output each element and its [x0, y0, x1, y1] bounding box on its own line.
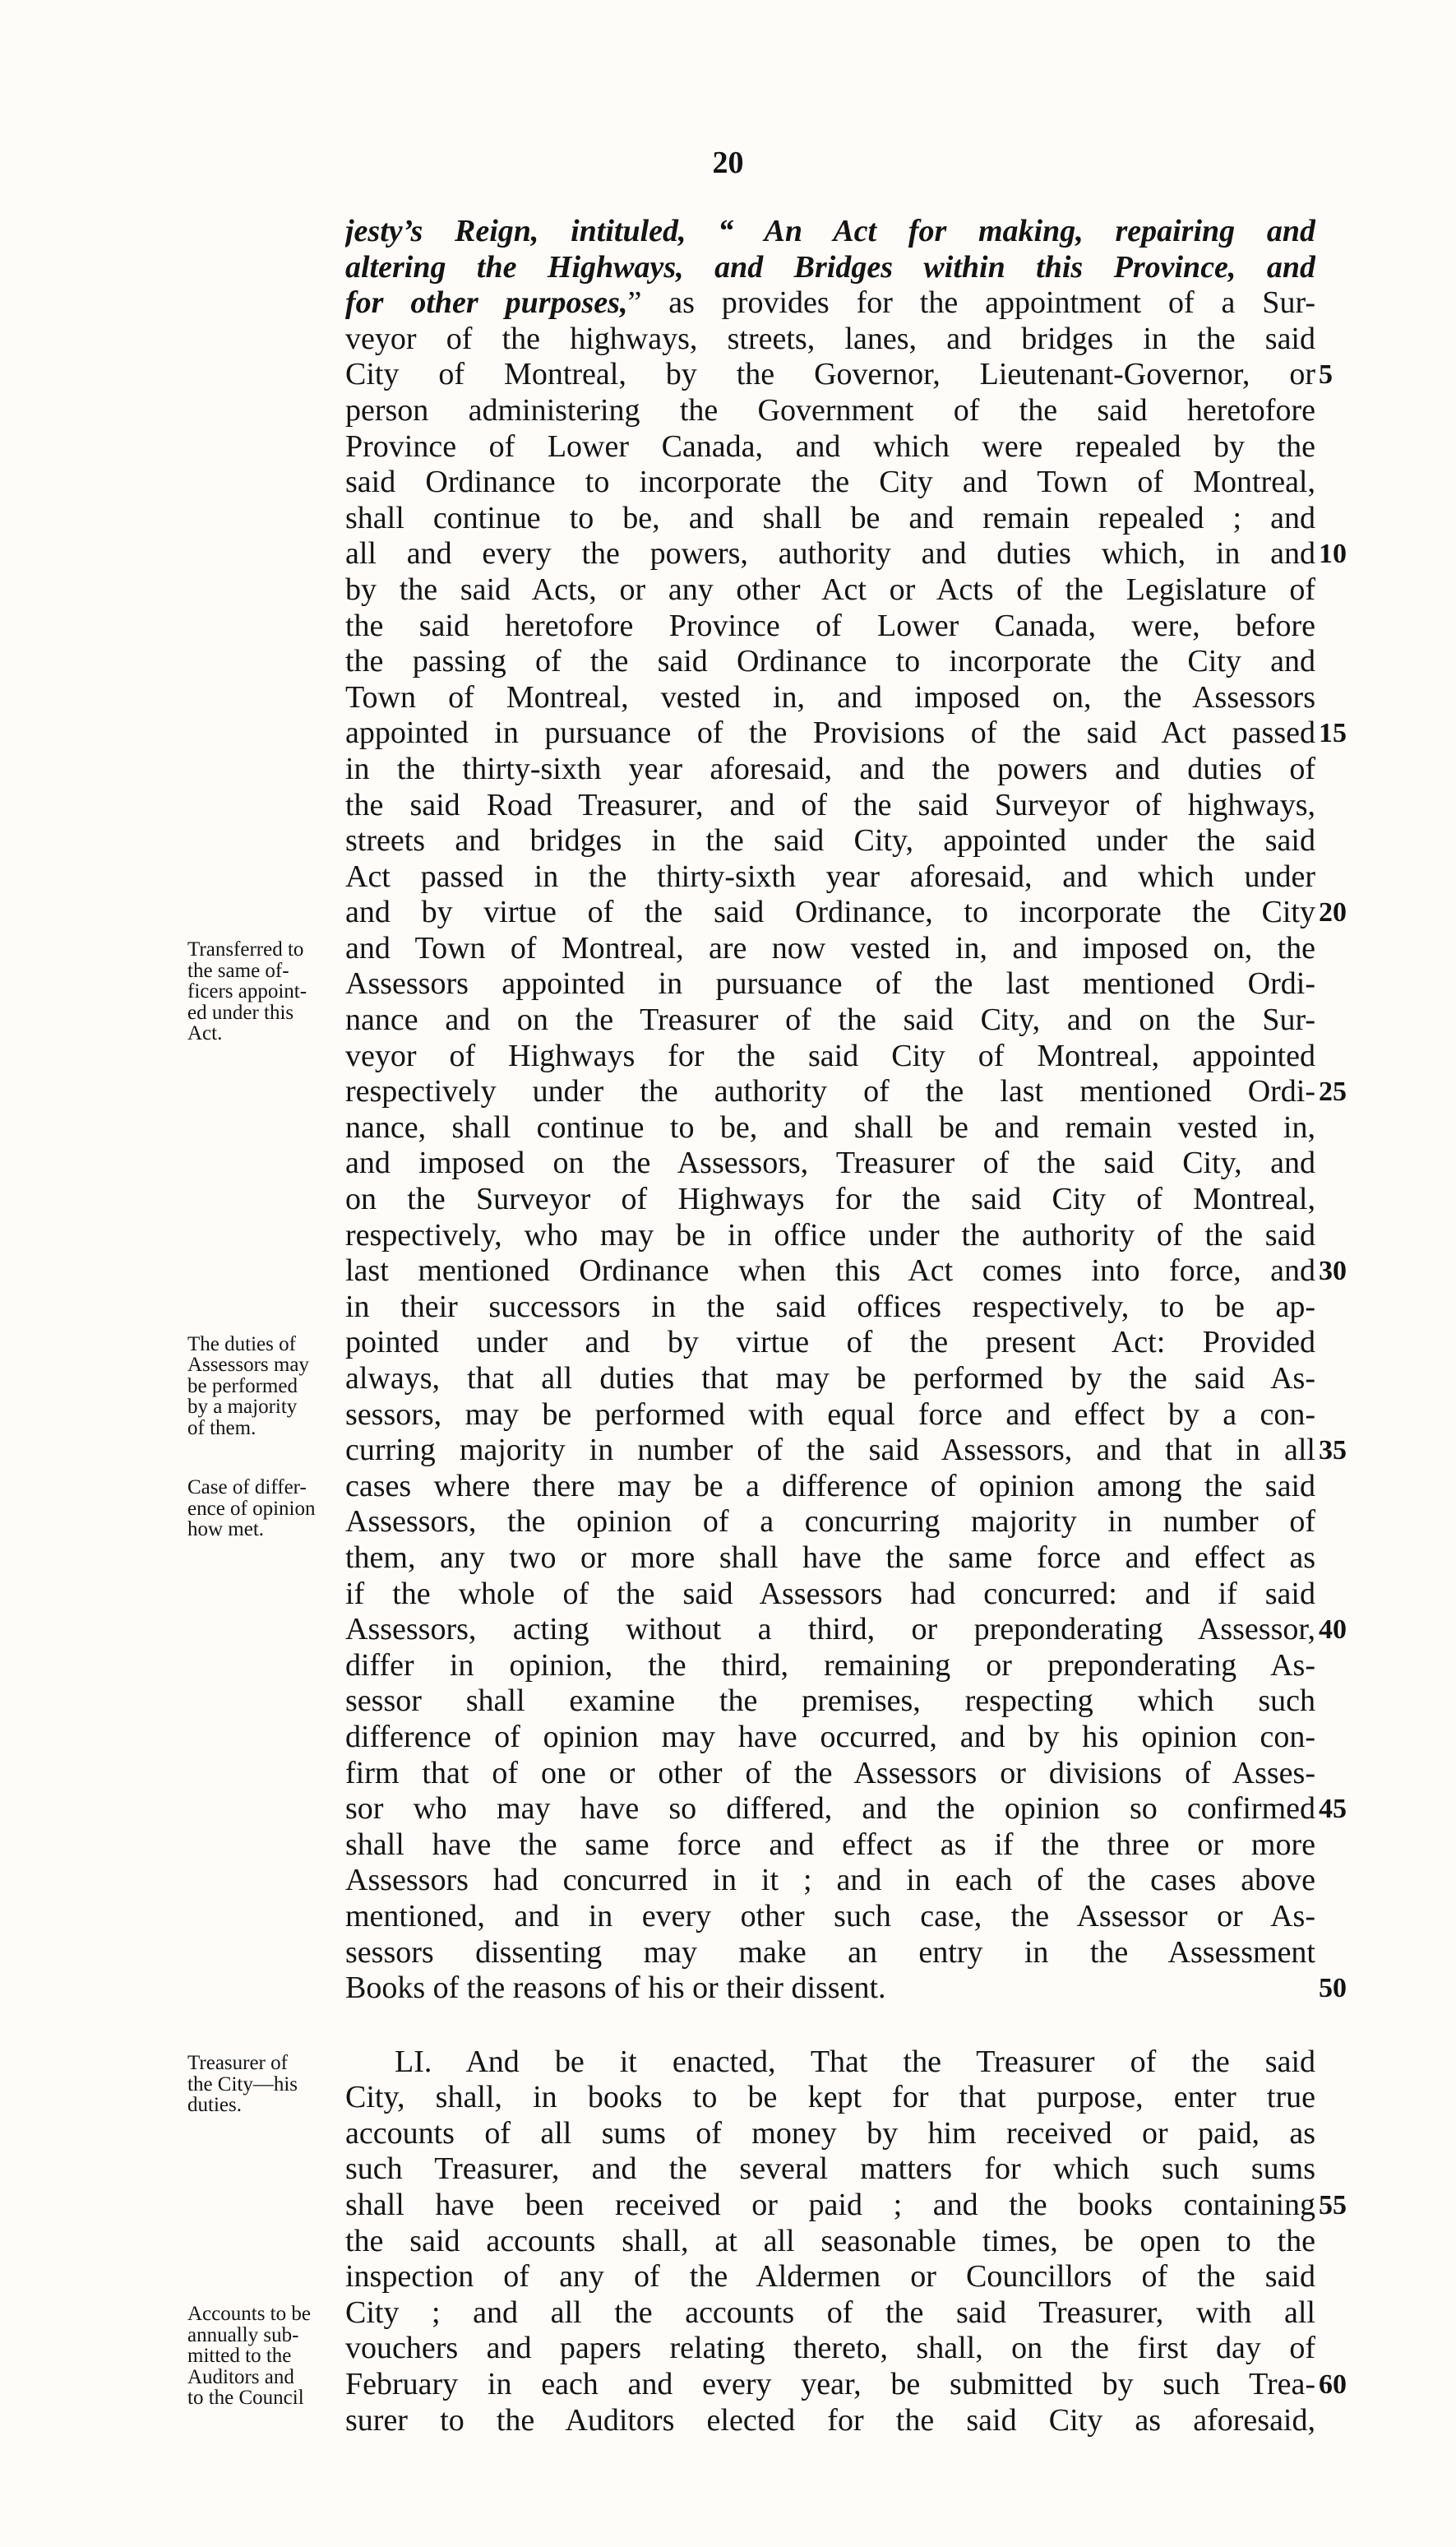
text-span: in the thirty-sixth year aforesaid, and the powers and duties of [345, 751, 1315, 786]
text-span: the said Road Treasurer, and of the said Surveyor of highways, [345, 787, 1315, 822]
text-line [345, 465, 1315, 501]
line-number: 55 [1319, 2190, 1347, 2221]
text-line [345, 1756, 1315, 1792]
text-line [345, 1863, 1315, 1899]
text-line [345, 1074, 1315, 1110]
text-span: City of Montreal, by the Governor, Lieutenant-Governor, or [345, 357, 1315, 392]
text-span: sessors dissenting may make an entry in the Assessment [345, 1934, 1315, 1970]
text-span: Assessors, acting without a third, or preponderating Assessor, [345, 1612, 1315, 1647]
margin-note-duties-assessors [187, 1334, 344, 1439]
text-line [345, 1577, 1315, 1613]
text-line [345, 2367, 1315, 2403]
margin-note-line: be performed [187, 1374, 298, 1397]
text-span: the said heretofore Province of Lower Canada, were, before [345, 608, 1315, 643]
text-line [345, 1433, 1315, 1469]
text-span: pointed under and by virtue of the present Act: Provided [345, 1325, 1315, 1360]
margin-note-treasurer-duties [187, 2053, 344, 2116]
margin-note-line: Auditors and [187, 2365, 294, 2388]
text-line [345, 1970, 1315, 2007]
text-line [345, 1290, 1315, 1326]
line-number: 25 [1319, 1077, 1347, 1108]
text-line [345, 1218, 1315, 1254]
margin-note-line: mitted to the [187, 2345, 292, 2368]
text-line [345, 1469, 1315, 1505]
text-span: differ in opinion, the third, remaining or preponderating As- [345, 1647, 1315, 1683]
text-span: them, any two or more shall have the same force and effect as [345, 1540, 1315, 1575]
text-line [345, 250, 1315, 286]
text-line [345, 393, 1315, 429]
text-span: and by virtue of the said Ordinance, to incorporate the City [345, 895, 1315, 930]
text-span: ” as provides for the appointment of a Sur- [627, 285, 1315, 321]
body-text [345, 214, 1315, 2438]
margin-note-line: duties. [187, 2094, 242, 2116]
margin-note-line: Treasurer of [187, 2052, 288, 2074]
text-span: and imposed on the Assessors, Treasurer of the said City, and [345, 1146, 1315, 1181]
text-line [345, 1182, 1315, 1218]
italic-text: altering the Highways, and Bridges within this Province, and [345, 249, 1315, 285]
text-line [345, 1110, 1315, 1146]
text-span: always, that all duties that may be performed by the said As- [345, 1361, 1315, 1396]
text-line [345, 1899, 1315, 1935]
text-line [345, 1361, 1315, 1397]
text-line [345, 429, 1315, 465]
text-line [345, 214, 1315, 250]
text-line [345, 2295, 1315, 2332]
text-span: shall continue to be, and shall be and remain repealed ; and [345, 500, 1315, 535]
line-number: 35 [1319, 1435, 1347, 1466]
text-line [345, 2259, 1315, 2295]
text-line [345, 536, 1315, 572]
text-span: on the Surveyor of Highways for the said City of Montreal, [345, 1182, 1315, 1217]
margin-note-line: Assessors may [187, 1354, 309, 1377]
text-line [345, 1612, 1315, 1648]
text-line [345, 2080, 1315, 2116]
text-line [345, 823, 1315, 859]
text-span: sessor shall examine the premises, respecting which such [345, 1683, 1315, 1719]
margin-note-line: the City—his [187, 2072, 298, 2095]
text-span: the passing of the said Ordinance to incorporate the City and [345, 644, 1315, 679]
margin-note-line: Accounts to be [187, 2303, 311, 2326]
text-span: veyor of Highways for the said City of Montreal, appointed [345, 1038, 1315, 1073]
text-span: respectively, who may be in office under the authority of the said [345, 1217, 1315, 1253]
text-span: Books of the reasons of his or their dissent. [345, 1970, 886, 2006]
text-span: nance, shall continue to be, and shall be and remain vested in, [345, 1109, 1315, 1145]
text-line [345, 895, 1315, 931]
text-line [345, 1039, 1315, 1075]
text-span: City ; and all the accounts of the said Treasurer, with all [345, 2295, 1315, 2330]
line-number: 15 [1319, 718, 1347, 749]
text-line [345, 1504, 1315, 1540]
text-line [345, 1683, 1315, 1720]
text-span: curring majority in number of the said Assessors, and that in all [345, 1433, 1315, 1468]
text-span: last mentioned Ordinance when this Act comes into force, and [345, 1253, 1315, 1289]
margin-note-difference-opinion [187, 1477, 344, 1540]
text-span: surer to the Auditors elected for the said City as aforesaid, [345, 2402, 1315, 2438]
text-span: streets and bridges in the said City, appointed under the said [345, 823, 1315, 859]
margin-note-transferred [187, 939, 344, 1044]
text-span: Town of Montreal, vested in, and imposed on, the Assessors [345, 679, 1315, 715]
text-line [345, 644, 1315, 680]
text-line [345, 1540, 1315, 1577]
text-span: February in each and every year, be submitted by such Trea- [345, 2367, 1315, 2402]
text-line [345, 1791, 1315, 1827]
text-span: respectively under the authority of the last mentioned Ordi- [345, 1074, 1315, 1109]
text-span: City, shall, in books to be kept for that purpose, enter true [345, 2080, 1315, 2115]
text-span: difference of opinion may have occurred, and by his opinion con- [345, 1719, 1315, 1754]
text-span: appointed in pursuance of the Provisions of the said Act passed [345, 715, 1315, 751]
text-span: cases where there may be a difference of opinion among the said [345, 1468, 1315, 1503]
margin-note-line: ence of opinion [187, 1497, 316, 1520]
margin-note-accounts-submitted [187, 2304, 344, 2409]
line-number: 20 [1319, 897, 1347, 928]
text-span: such Treasurer, and the several matters for which such sums [345, 2151, 1315, 2187]
italic-text: for other purposes, [345, 285, 628, 321]
text-line [345, 609, 1315, 645]
text-line [345, 2151, 1315, 2188]
text-span: mentioned, and in every other such case, the Assessor or As- [345, 1898, 1315, 1933]
text-line [345, 357, 1315, 393]
margin-note-line: Case of differ- [187, 1476, 307, 1498]
italic-text: jesty’s Reign, intituled, “ An Act for making, repairing and [345, 214, 1315, 248]
text-line [345, 322, 1315, 358]
margin-note-line: of them. [187, 1416, 257, 1439]
line-number: 40 [1319, 1614, 1347, 1646]
text-span: vouchers and papers relating thereto, shall, on the first day of [345, 2331, 1315, 2366]
text-span: shall have the same force and effect as if the three or more [345, 1827, 1315, 1862]
text-line [345, 788, 1315, 824]
text-line [345, 931, 1315, 967]
text-line [345, 1146, 1315, 1182]
text-span: veyor of the highways, streets, lanes, and bridges in the said [345, 321, 1315, 356]
text-span: LI. And be it enacted, That the Treasurer of the said [395, 2044, 1315, 2079]
margin-note-line: The duties of [187, 1332, 296, 1355]
line-number: 45 [1319, 1794, 1347, 1825]
text-span: shall have been received or paid ; and the books containing [345, 2188, 1315, 2223]
line-number: 60 [1319, 2369, 1347, 2401]
text-line [345, 501, 1315, 537]
text-span: Assessors had concurred in it ; and in each of the cases above [345, 1863, 1315, 1898]
text-line [345, 1648, 1315, 1684]
margin-note-line: ficers appoint- [187, 980, 307, 1003]
line-number: 5 [1319, 359, 1333, 391]
text-line [345, 752, 1315, 788]
text-line [345, 1935, 1315, 1971]
text-line [345, 2224, 1315, 2260]
text-line [345, 572, 1315, 609]
page-number: 20 [712, 146, 744, 180]
text-span: nance and on the Treasurer of the said City, and on the Sur- [345, 1003, 1315, 1038]
text-span: accounts of all sums of money by him received or paid, as [345, 2115, 1315, 2151]
text-line [345, 2188, 1315, 2224]
text-line [345, 966, 1315, 1003]
text-span: Assessors appointed in pursuance of the last mentioned Ordi- [345, 966, 1315, 1002]
text-span: Assessors, the opinion of a concurring majority in number of [345, 1504, 1315, 1540]
text-span: person administering the Government of the said heretofore [345, 392, 1315, 428]
margin-note-line: Act. [187, 1022, 223, 1044]
margin-note-line: annually sub- [187, 2323, 299, 2346]
margin-note-line: ed under this [187, 1001, 294, 1024]
text-span: and Town of Montreal, are now vested in, and imposed on, the [345, 930, 1315, 966]
text-span: firm that of one or other of the Assessors or divisions of Asses- [345, 1755, 1315, 1790]
line-number: 30 [1319, 1256, 1347, 1287]
text-line [345, 2045, 1315, 2081]
text-line [345, 859, 1315, 896]
text-line [345, 1253, 1315, 1290]
text-line [345, 2116, 1315, 2152]
text-span: if the whole of the said Assessors had concurred: and if said [345, 1576, 1315, 1611]
text-span: Province of Lower Canada, and which were repealed by the [345, 428, 1315, 464]
text-line [345, 1827, 1315, 1864]
text-line [345, 1397, 1315, 1433]
text-span: all and every the powers, authority and duties which, in and [345, 536, 1315, 572]
margin-note-line: the same of- [187, 959, 289, 982]
text-line [345, 1325, 1315, 1361]
text-line [345, 680, 1315, 716]
margin-note-line: to the Council [187, 2387, 304, 2410]
margin-note-line: Transferred to [187, 938, 304, 961]
text-span: by the said Acts, or any other Act or Acts of the Legislature of [345, 572, 1315, 607]
text-span: Act passed in the thirty-sixth year aforesaid, and which under [345, 859, 1315, 894]
text-span: the said accounts shall, at all seasonable times, be open to the [345, 2223, 1315, 2258]
text-span: said Ordinance to incorporate the City and Town of Montreal, [345, 465, 1315, 500]
text-span: sessors, may be performed with equal force and effect by a con- [345, 1396, 1315, 1432]
text-line [345, 2403, 1315, 2439]
text-line [345, 285, 1315, 322]
text-line [345, 715, 1315, 752]
text-line [345, 1720, 1315, 1756]
text-line [345, 2331, 1315, 2367]
text-span: in their successors in the said offices respectively, to be ap- [345, 1289, 1315, 1324]
margin-note-line: how met. [187, 1518, 265, 1540]
line-number: 10 [1319, 539, 1347, 570]
text-span: inspection of any of the Aldermen or Councillors of the said [345, 2259, 1315, 2295]
text-line [345, 1003, 1315, 1039]
text-span: sor who may have so differed, and the opinion so confirmed [345, 1791, 1315, 1827]
line-number: 50 [1319, 1973, 1347, 2004]
margin-note-line: by a majority [187, 1396, 298, 1419]
